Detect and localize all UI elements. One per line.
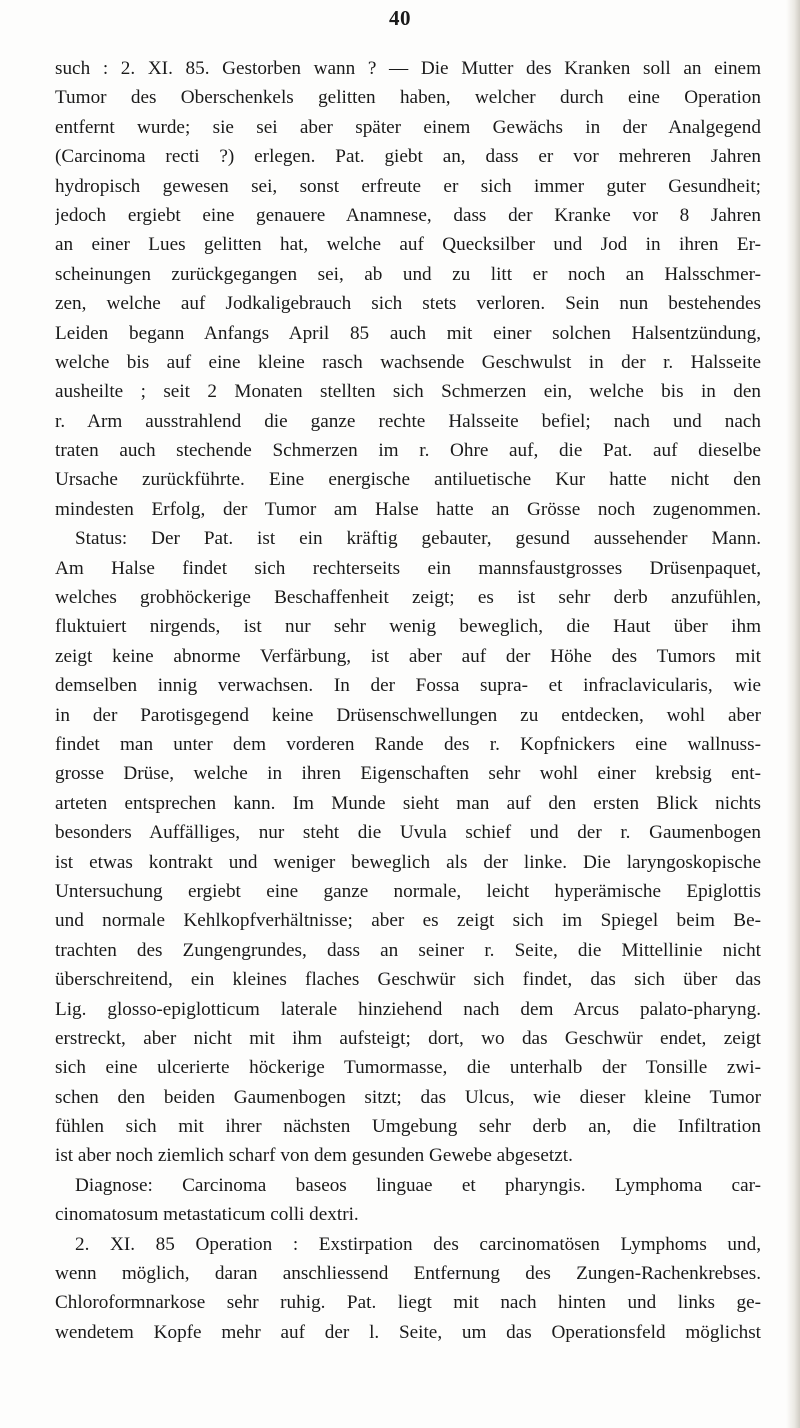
text-line: 2. XI. 85 Operation : Exstirpation des carcinomatösen Lymphoms und, [75,1233,761,1255]
text-line: sich eine ulcerierte höckerige Tumormasse, die unterhalb der Tonsille zwi- [55,1057,761,1079]
text-line: traten auch stechende Schmerzen im r. Ohre auf, die Pat. auf dieselbe [55,440,761,462]
text-line: überschreitend, ein kleines flaches Geschwür sich findet, das sich über das [55,969,761,991]
text-line: Lig. glosso-epiglotticum laterale hinziehend nach dem Arcus palato-pharyng. [55,998,761,1020]
body-text [55,54,761,1347]
text-line: Leiden begann Anfangs April 85 auch mit einer solchen Halsentzündung, [55,322,761,344]
text-line: schen den beiden Gaumenbogen sitzt; das Ulcus, wie dieser kleine Tumor [55,1086,761,1108]
text-line: such : 2. XI. 85. Gestorben wann ? — Die Mutter des Kranken soll an einem [55,58,761,79]
text-line: jedoch ergiebt eine genauere Anamnese, dass der Kranke vor 8 Jahren [55,204,761,226]
text-line: cinomatosum metastaticum colli dextri. [55,1204,359,1226]
text-line: findet man unter dem vorderen Rande des r. Kopfnickers eine wallnuss- [55,733,761,755]
text-line: zeigt keine abnorme Verfärbung, ist aber auf der Höhe des Tumors mit [55,645,761,667]
text-line: grosse Drüse, welche in ihren Eigenschaften sehr wohl einer krebsig ent- [55,763,761,785]
text-line: in der Parotisgegend keine Drüsenschwellungen zu entdecken, wohl aber [55,704,761,726]
text-line: welche bis auf eine kleine rasch wachsende Geschwulst in der r. Halsseite [55,351,761,373]
text-line: Am Halse findet sich rechterseits ein mannsfaustgrosses Drüsenpaquet, [55,557,761,579]
text-line: ist etwas kontrakt und weniger beweglich als der linke. Die laryngoskopische [55,851,761,873]
text-line: und normale Kehlkopfverhältnisse; aber es zeigt sich im Spiegel beim Be- [55,910,761,932]
text-line: ausheilte ; seit 2 Monaten stellten sich Schmerzen ein, welche bis in den [55,381,761,403]
text-line: mindesten Erfolg, der Tumor am Halse hatte an Grösse noch zugenommen. [55,498,761,520]
text-line: welches grobhöckerige Beschaffenheit zeigt; es ist sehr derb anzufühlen, [55,587,761,609]
text-line: an einer Lues gelitten hat, welche auf Quecksilber und Jod in ihren Er- [55,234,761,256]
text-line: zen, welche auf Jodkaligebrauch sich stets verloren. Sein nun bestehendes [55,293,761,315]
text-line: Chloroformnarkose sehr ruhig. Pat. liegt mit nach hinten und links ge- [55,1292,761,1314]
text-line: wenn möglich, daran anschliessend Entfernung des Zungen-Rachenkrebses. [55,1263,761,1285]
text-line: erstreckt, aber nicht mit ihm aufsteigt; dort, wo das Geschwür endet, zeigt [55,1027,761,1049]
text-line: fluktuiert nirgends, ist nur sehr wenig beweglich, die Haut über ihm [55,616,761,638]
text-line: hydropisch gewesen sei, sonst erfreute er sich immer guter Gesundheit; [55,175,761,197]
text-line: arteten entsprechen kann. Im Munde sieht man auf den ersten Blick nichts [55,792,761,814]
text-line: ist aber noch ziemlich scharf von dem gesunden Gewebe abgesetzt. [55,1145,573,1167]
text-line: fühlen sich mit ihrer nächsten Umgebung sehr derb an, die Infiltration [55,1116,761,1138]
text-line: trachten des Zungengrundes, dass an seiner r. Seite, die Mittellinie nicht [55,939,761,961]
text-line: Tumor des Oberschenkels gelitten haben, welcher durch eine Operation [55,87,761,109]
text-line: besonders Auffälliges, nur steht die Uvula schief und der r. Gaumenbogen [55,822,761,844]
text-line: Status: Der Pat. ist ein kräftig gebauter, gesund aussehender Mann. [75,528,761,550]
text-line: demselben innig verwachsen. In der Fossa supra- et infraclavicularis, wie [55,675,761,697]
text-line: (Carcinoma recti ?) erlegen. Pat. giebt an, dass er vor mehreren Jahren [55,146,761,168]
text-line: entfernt wurde; sie sei aber später einem Gewächs in der Analgegend [55,116,761,138]
text-line: Ursache zurückführte. Eine energische antiluetische Kur hatte nicht den [55,469,761,491]
text-line: scheinungen zurückgegangen sei, ab und zu litt er noch an Halsschmer- [55,263,761,285]
text-line: r. Arm ausstrahlend die ganze rechte Halsseite befiel; nach und nach [55,410,761,432]
text-line: Untersuchung ergiebt eine ganze normale, leicht hyperämische Epiglottis [55,880,761,902]
page-number: 40 [389,6,411,30]
text-line: Diagnose: Carcinoma baseos linguae et pharyngis. Lymphoma car- [75,1174,761,1196]
text-line: wendetem Kopfe mehr auf der l. Seite, um das Operationsfeld möglichst [55,1321,761,1343]
page-edge-shadow [786,0,800,1428]
